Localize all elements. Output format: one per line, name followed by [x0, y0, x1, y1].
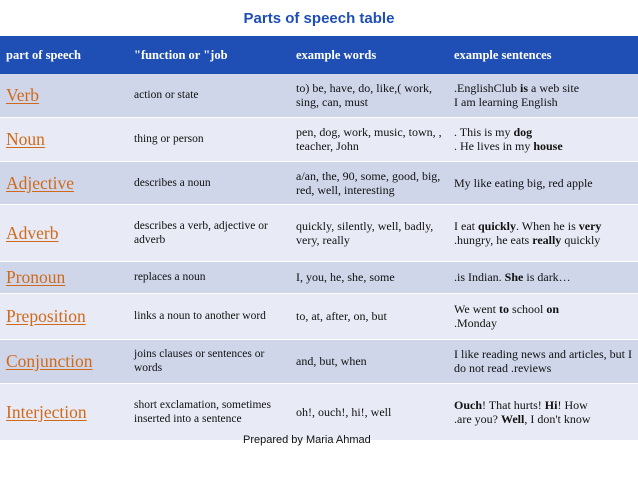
header-example-words: example words [290, 36, 448, 74]
example-sentences-cell [448, 117, 638, 161]
function-cell: short exclamation, sometimes inserted into a sentence [128, 383, 290, 440]
sentence-text: ! That hurts! [482, 397, 545, 412]
sentence-text: is dark… [523, 270, 571, 284]
part-of-speech-link[interactable]: Interjection [0, 383, 128, 440]
example-sentences-cell [448, 383, 638, 440]
part-of-speech-link[interactable]: Verb [0, 74, 128, 117]
example-sentences-cell [448, 293, 638, 339]
table-row [0, 161, 638, 204]
sentence-keyword: really [532, 232, 562, 247]
sentence-keyword: She [504, 270, 524, 284]
example-words-cell: I, you, he, she, some [290, 261, 448, 293]
table-row [0, 117, 638, 161]
header-row [0, 36, 638, 74]
example-sentences-cell [448, 161, 638, 204]
table-row [0, 74, 638, 117]
sentence-text: I like reading news and articles, but I do not read .reviews [454, 347, 632, 375]
function-cell: replaces a noun [128, 261, 290, 293]
sentence-text: .Monday [454, 316, 497, 330]
header-example-sentences: example sentences [448, 36, 638, 74]
example-words-cell: to) be, have, do, like,( work, sing, can, must [290, 74, 448, 117]
sentence-text: .hungry, he eats [454, 232, 533, 247]
part-of-speech-link[interactable]: Adjective [0, 161, 128, 204]
sentence-keyword: to [499, 302, 510, 316]
example-words-cell: quickly, silently, well, badly, very, really [290, 204, 448, 261]
table-row [0, 293, 638, 339]
sentence-text: a web site [528, 81, 580, 96]
sentence-keyword: is [520, 81, 529, 96]
sentence-keyword: quickly [477, 218, 516, 233]
example-sentences-cell [448, 339, 638, 383]
sentence-text: .EnglishClub [454, 81, 521, 96]
table-row [0, 204, 638, 261]
part-of-speech-link[interactable]: Conjunction [0, 339, 128, 383]
sentence-text: I eat [454, 218, 478, 233]
table-row [0, 261, 638, 293]
part-of-speech-link[interactable]: Noun [0, 117, 128, 161]
example-sentences-cell [448, 74, 638, 117]
example-words-cell: a/an, the, 90, some, good, big, red, well, interesting [290, 161, 448, 204]
sentence-keyword: dog [513, 125, 533, 139]
sentence-keyword: very [578, 218, 602, 233]
example-words-cell: pen, dog, work, music, town, , teacher, John [290, 117, 448, 161]
part-of-speech-link[interactable]: Adverb [0, 204, 128, 261]
sentence-keyword: Hi [544, 397, 558, 412]
sentence-text: We went [454, 302, 500, 316]
parts-of-speech-table [0, 36, 638, 441]
sentence-text: quickly [561, 232, 601, 247]
function-cell: action or state [128, 74, 290, 117]
sentence-text: . This is my [454, 125, 514, 139]
sentence-text: ! How [557, 397, 588, 412]
example-words-cell: to, at, after, on, but [290, 293, 448, 339]
function-cell: describes a noun [128, 161, 290, 204]
part-of-speech-link[interactable]: Pronoun [0, 261, 128, 293]
sentence-text: . When he is [516, 218, 579, 233]
example-words-cell: and, but, when [290, 339, 448, 383]
sentence-text: I am learning English [454, 95, 558, 110]
sentence-keyword: on [546, 302, 560, 316]
sentence-keyword: Well [500, 411, 525, 426]
header-function: "function or "job [128, 36, 290, 74]
sentence-text: school [509, 302, 547, 316]
sentence-text: My like eating big, red apple [454, 175, 593, 190]
example-sentences-cell [448, 204, 638, 261]
table-title: Parts of speech table [243, 10, 395, 27]
header-part-of-speech: part of speech [0, 36, 128, 74]
sentence-text: .is Indian. [454, 270, 505, 284]
part-of-speech-link[interactable]: Preposition [0, 293, 128, 339]
example-words-cell: oh!, ouch!, hi!, well [290, 383, 448, 440]
table-row [0, 383, 638, 440]
sentence-keyword: house [533, 139, 563, 153]
function-cell: links a noun to another word [128, 293, 290, 339]
credit-label: Prepared by Maria Ahmad [243, 434, 371, 446]
function-cell: describes a verb, adjective or adverb [128, 204, 290, 261]
function-cell: joins clauses or sentences or words [128, 339, 290, 383]
function-cell: thing or person [128, 117, 290, 161]
table-body [0, 74, 638, 440]
sentence-keyword: Ouch [454, 397, 483, 412]
sentence-text: , I don't know [524, 411, 591, 426]
sentence-text: .are you? [454, 411, 501, 426]
sentence-text: . He lives in my [454, 139, 534, 153]
table-row [0, 339, 638, 383]
example-sentences-cell [448, 261, 638, 293]
